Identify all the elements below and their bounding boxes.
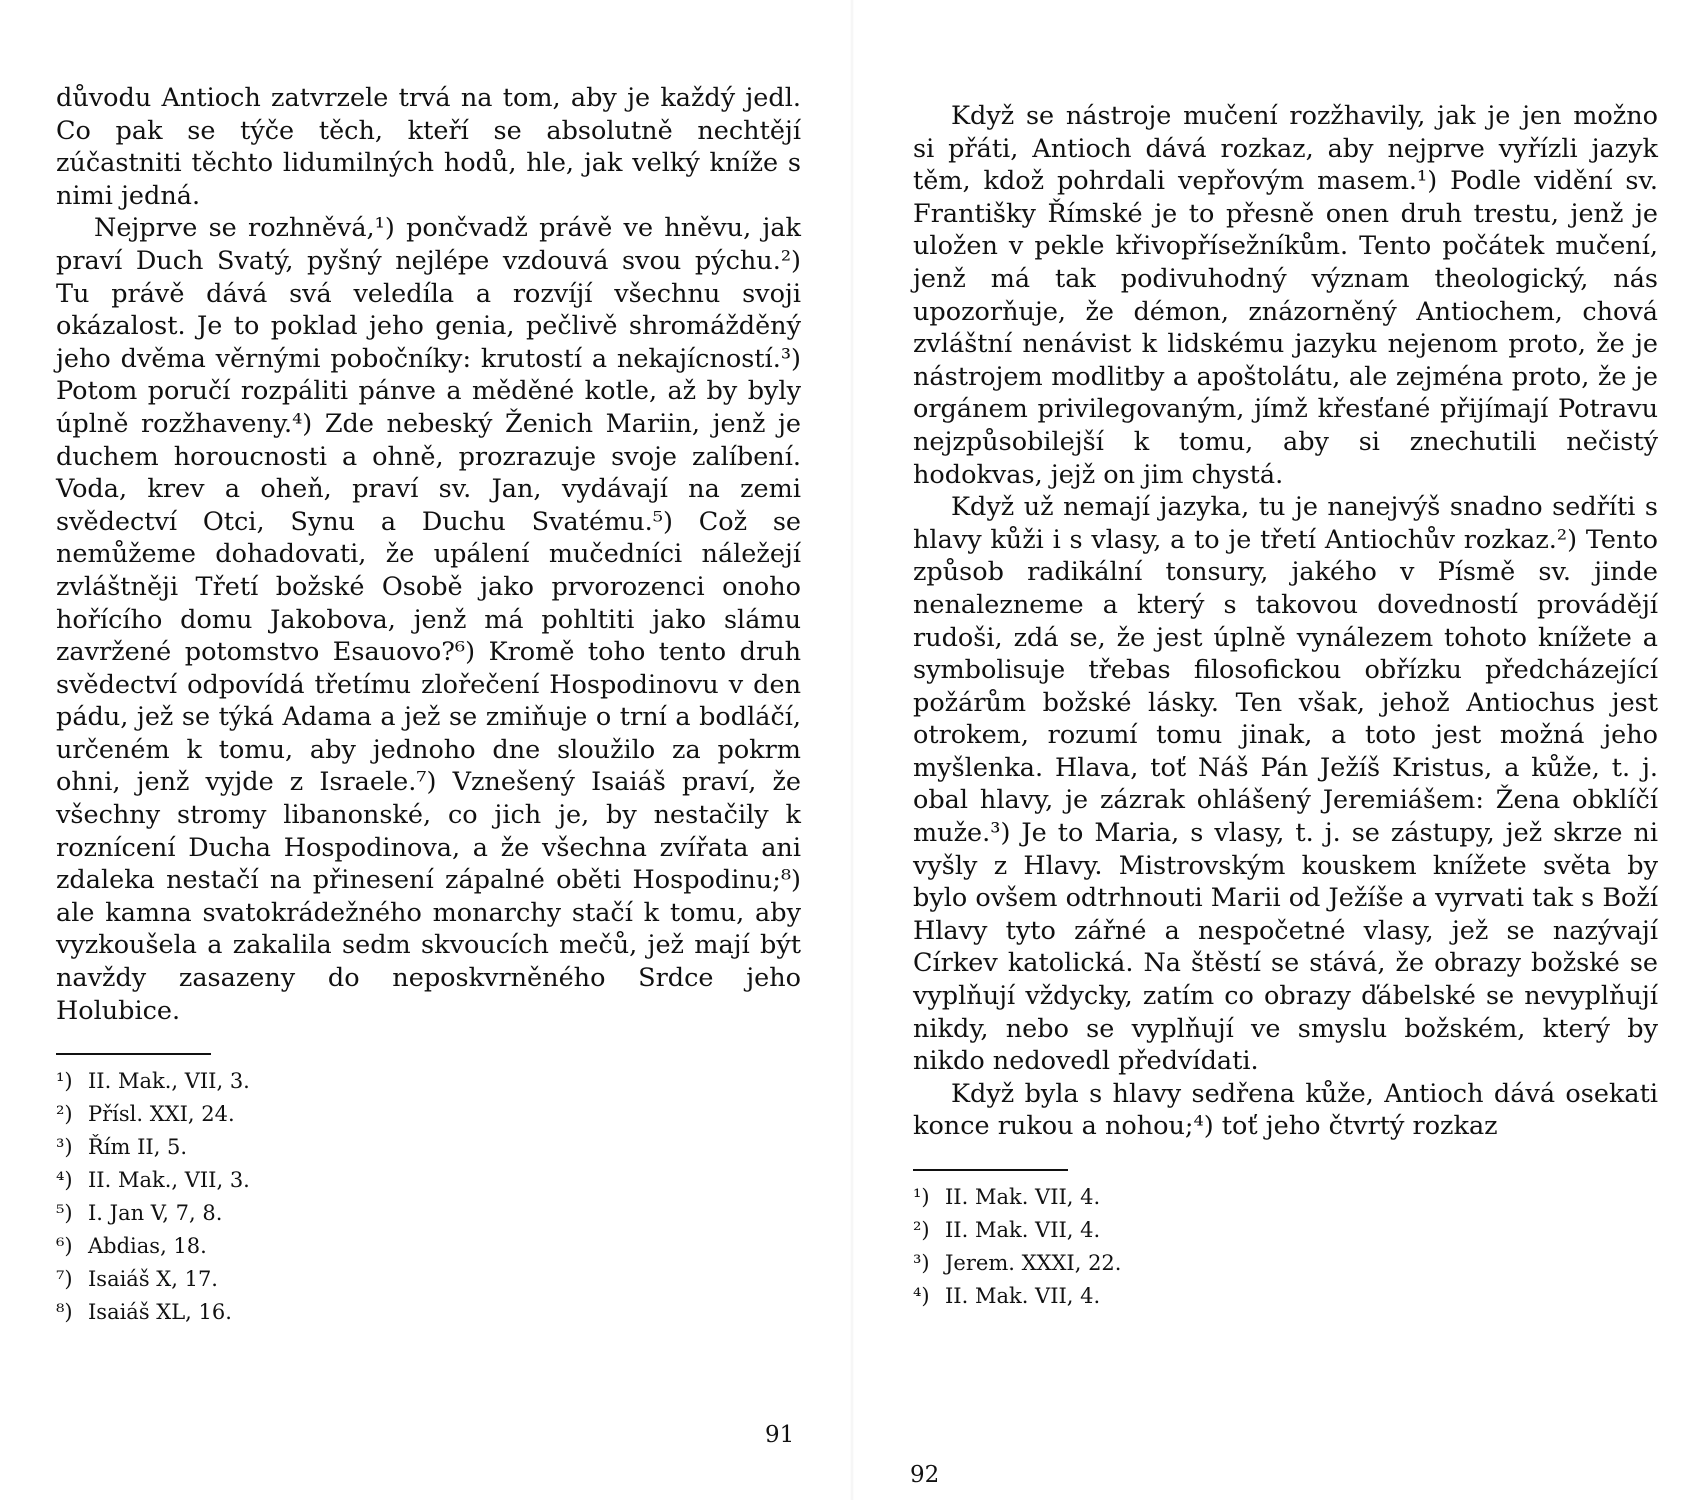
footnote xyxy=(56,1164,801,1197)
footnote-text: Isaiáš X, 17. xyxy=(88,1267,218,1292)
footnote-text: I. Jan V, 7, 8. xyxy=(88,1201,223,1226)
footnote-text: II. Mak., VII, 3. xyxy=(88,1069,250,1094)
left-footnote-rule xyxy=(56,1053,211,1055)
page-number-right: 92 xyxy=(910,1462,940,1488)
footnote-text: II. Mak., VII, 3. xyxy=(88,1168,250,1193)
footnote-text: II. Mak. VII, 4. xyxy=(945,1185,1101,1209)
footnote xyxy=(56,1065,801,1098)
footnote-marker: ⁵) xyxy=(56,1201,73,1226)
footnote xyxy=(913,1214,1658,1247)
footnote-marker: ⁸) xyxy=(56,1300,73,1325)
footnote xyxy=(56,1197,801,1230)
footnote xyxy=(56,1263,801,1296)
right-footnotes xyxy=(913,1181,1658,1313)
footnote-text: II. Mak. VII, 4. xyxy=(945,1284,1101,1308)
footnote-marker: ⁷) xyxy=(56,1267,73,1292)
left-paragraph-2: Nejprve se rozhněvá,¹) pončvadž právě ve hněvu, jak praví Duch Svatý, pyšný nejlépe vzdouvá svou pýchu.²) Tu právě dává svá veledíla a rozvíjí všechnu svoji okázalost. Je to poklad jeho genia, pečlivě shromážděný jeho dvěma věrnými pobočníky: krutostí a nekajícností.³) Potom poručí rozpáliti pánve a měděné kotle, až by byly úplně rozžhaveny.⁴) Zde nebeský Ženich Mariin, jenž je duchem horoucnosti a ohně, prozrazuje svoje zalíbení. Voda, krev a oheň, praví sv. Jan, vydávají na zemi svědectví Otci, Synu a Duchu Svatému.⁵) Což se nemůžeme dohadovati, že upálení mučedníci náležejí zvláštněji Třetí božské Osobě jako prvorozenci onoho hořícího domu Jakobova, jenž má pohltiti jako slámu zavržené potomstvo Esauovo?⁶) Kromě toho tento druh svědectví odpovídá třetímu zlořečení Hospodinovu v den pádu, jež se týká Adama a jež se zmiňuje o trní a bodláčí, určeném k tomu, aby jednoho dne sloužilo za pokrm ohni, jenž vyjde z Israele.⁷) Vznešený Isaiáš praví, že všechny stromy libanonské, co jich je, by nestačily k roznícení Ducha Hospodinova, a že všechna zvířata ani zdaleka nestačí na přinesení zápalné oběti Hospodinu;⁸) ale kamna svatokrádežného monarchy stačí k tomu, aby vyzkoušela a zakalila sedm skvoucích mečů, jež mají být navždy zasazeny do neposkvrněného Srdce jeho Holubice. xyxy=(56,213,801,1026)
right-paragraph-3: Když byla s hlavy sedřena kůže, Antioch dává osekati konce rukou a nohou;⁴) toť jeho čtvrtý rozkaz xyxy=(913,1078,1658,1142)
page-number-left: 91 xyxy=(765,1422,795,1448)
footnote-text: Přísl. XXI, 24. xyxy=(88,1102,235,1127)
footnote-text: Řím II, 5. xyxy=(88,1135,188,1160)
footnote-marker: ²) xyxy=(913,1218,930,1242)
right-paragraph-2: Když už nemají jazyka, tu je nanejvýš snadno sedříti s hlavy kůži i s vlasy, a to je třetí Antiochův rozkaz.²) Tento způsob radikální tonsury, jakého v Písmě sv. jinde nenalezneme a který s takovou dovedností provádějí rudoši, zdá se, že jest úplně vynálezem tohoto knížete a symbolisuje třebas filosofickou obřízku předcházející požárům božské lásky. Ten však, jehož Antiochus jest otrokem, rozumí tomu jinak, a toto jest možná jeho myšlenka. Hlava, toť Náš Pán Ježíš Kristus, a kůže, t. j. obal hlavy, je zázrak ohlášený Jeremiášem: Žena obklíčí muže.³) Je to Maria, s vlasy, t. j. se zástupy, jež skrze ni vyšly z Hlavy. Mistrovským kouskem knížete světa by bylo ovšem odtrhnouti Marii od Ježíše a vyrvati tak s Boží Hlavy tyto zářné a nespočetné vlasy, jež se nazývají Církev katolická. Na štěstí se stává, že obrazy božské se vyplňují vždycky, zatím co obrazy ďábelské se nevyplňují nikdy, nebo se vyplňují ve smyslu božském, který by nikdo nedovedl předvídati. xyxy=(913,492,1659,1077)
book-gutter xyxy=(850,0,854,1500)
footnote xyxy=(56,1296,801,1329)
footnote-text: Jerem. XXXI, 22. xyxy=(945,1251,1122,1275)
footnote-marker: ²) xyxy=(56,1102,73,1127)
right-paragraph-1: Když se nástroje mučení rozžhavily, jak je jen možno si přáti, Antioch dává rozkaz, aby nejprve vyřízli jazyk těm, kdož pohrdali vepřovým masem.¹) Podle vidění sv. Františky Římské je to přesně onen druh trestu, jenž je uložen v pekle křivopřísežníkům. Tento počátek mučení, jenž má tak podivuhodný význam theologický, nás upozorňuje, že démon, znázorněný Antiochem, chová zvláštní nenávist k lidskému jazyku nejenom proto, že je nástrojem modlitby a apoštolátu, ale zejména proto, že je orgánem privilegovaným, jímž křesťané přijímají Potravu nejzpůsobilejší k tomu, aby si znechutili nečistý hodokvas, jejž on jim chystá. xyxy=(913,101,1658,490)
footnote xyxy=(56,1230,801,1263)
left-page-body xyxy=(56,82,801,1027)
footnote-text: Abdias, 18. xyxy=(88,1234,207,1259)
footnote-marker: ³) xyxy=(913,1251,930,1275)
footnote-marker: ¹) xyxy=(913,1185,930,1209)
footnote-marker: ⁴) xyxy=(913,1284,930,1308)
footnote-marker: ⁴) xyxy=(56,1168,73,1193)
footnote-text: II. Mak. VII, 4. xyxy=(945,1218,1101,1242)
footnote-marker: ³) xyxy=(56,1135,73,1160)
footnote xyxy=(56,1098,801,1131)
footnote xyxy=(913,1181,1658,1214)
left-page xyxy=(56,0,801,1329)
right-footnote-rule xyxy=(913,1169,1068,1171)
footnote-marker: ¹) xyxy=(56,1069,73,1094)
footnote xyxy=(913,1247,1658,1280)
right-page-body xyxy=(913,100,1658,1143)
footnote xyxy=(913,1280,1658,1313)
footnote-text: Isaiáš XL, 16. xyxy=(88,1300,232,1325)
left-footnotes xyxy=(56,1065,801,1329)
footnote xyxy=(56,1131,801,1164)
footnote-marker: ⁶) xyxy=(56,1234,73,1259)
left-paragraph-1: důvodu Antioch zatvrzele trvá na tom, aby je každý jedl. Co pak se týče těch, kteří se absolutně nechtějí zúčastniti těchto lidumilných hodů, hle, jak velký kníže s nimi jedná. xyxy=(56,83,801,211)
right-page xyxy=(913,0,1658,1313)
